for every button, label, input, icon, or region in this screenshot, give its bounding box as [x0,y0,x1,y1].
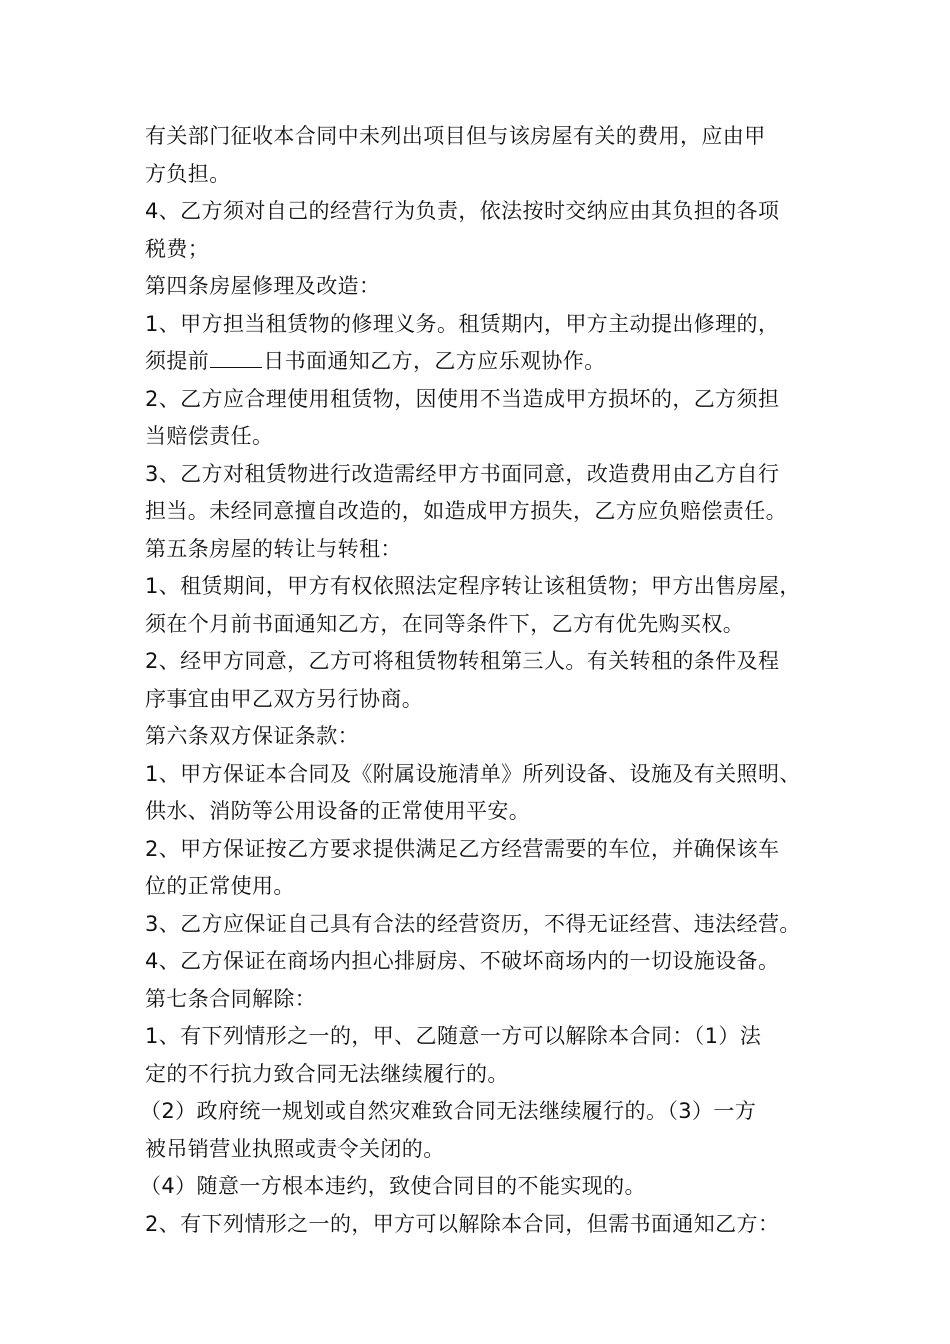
contract-body [140,118,835,1243]
text-line: （2）政府统一规划或自然灾难致合同无法继续履行的。（3）一方 [140,1099,757,1123]
text-line: 4、乙方保证在商场内担心排厨房、不破坏商场内的一切设施设备。 [145,949,780,973]
text-line: 2、乙方应合理使用租赁物，因使用不当造成甲方损坏的，乙方须担 [145,386,780,411]
text-line: 1、甲方保证本合同及《附属设施清单》所列设备、设施及有关照明、 [145,761,801,786]
section-heading: 第四条房屋修理及改造： [145,274,381,298]
text-line: 1、甲方担当租赁物的修理义务。租赁期内，甲方主动提出修理的， [145,311,780,336]
section-heading: 第五条房屋的转让与转租： [145,536,402,561]
text-line: （4）随意一方根本违约，致使合同目的不能实现的。 [140,1174,646,1198]
text-line: 担当。未经同意擅自改造的，如造成甲方损失，乙方应负赔偿责任。 [145,499,787,523]
text-line: 位的正常使用。 [145,874,295,898]
text-line: 须在个月前书面通知乙方，在同等条件下，乙方有优先购买权。 [145,611,745,636]
text-line: 当赔偿责任。 [145,424,274,448]
text-line-with-blank [145,343,835,381]
text-line: 方负担。 [145,161,231,186]
text-line: 序事宜由甲乙双方另行协商。 [145,686,424,711]
blank-before-text: 须提前 [145,349,210,373]
text-line: 3、乙方应保证自己具有合法的经营资历，不得无证经营、违法经营。 [145,911,801,936]
text-line: 供水、消防等公用设备的正常使用平安。 [145,799,531,823]
text-line: 定的不行抗力致合同无法继续履行的。 [145,1061,509,1086]
text-line: 3、乙方对租赁物进行改造需经甲方书面同意，改造费用由乙方自行 [145,461,780,486]
text-line: 2、甲方保证按乙方要求提供满足乙方经营需要的车位，并确保该车 [145,836,780,861]
fill-in-blank [210,347,262,368]
text-line: 税费； [145,236,210,261]
text-line: 有关部门征收本合同中未列出项目但与该房屋有关的费用，应由甲 [145,124,766,148]
section-heading: 第七条合同解除： [145,986,317,1011]
text-line: 1、有下列情形之一的，甲、乙随意一方可以解除本合同：（1）法 [145,1024,762,1048]
text-line: 1、租赁期间，甲方有权依照法定程序转让该租赁物；甲方出售房屋， [145,574,801,598]
text-line: 2、有下列情形之一的，甲方可以解除本合同，但需书面通知乙方： [145,1211,780,1236]
blank-after-text: 日书面通知乙方，乙方应乐观协作。 [263,349,606,373]
text-line: 被吊销营业执照或责令关闭的。 [145,1136,445,1161]
text-line: 4、乙方须对自己的经营行为负责，依法按时交纳应由其负担的各项 [145,199,780,223]
text-line: 2、经甲方同意，乙方可将租赁物转租第三人。有关转租的条件及程 [145,649,780,673]
section-heading: 第六条双方保证条款： [145,724,359,748]
